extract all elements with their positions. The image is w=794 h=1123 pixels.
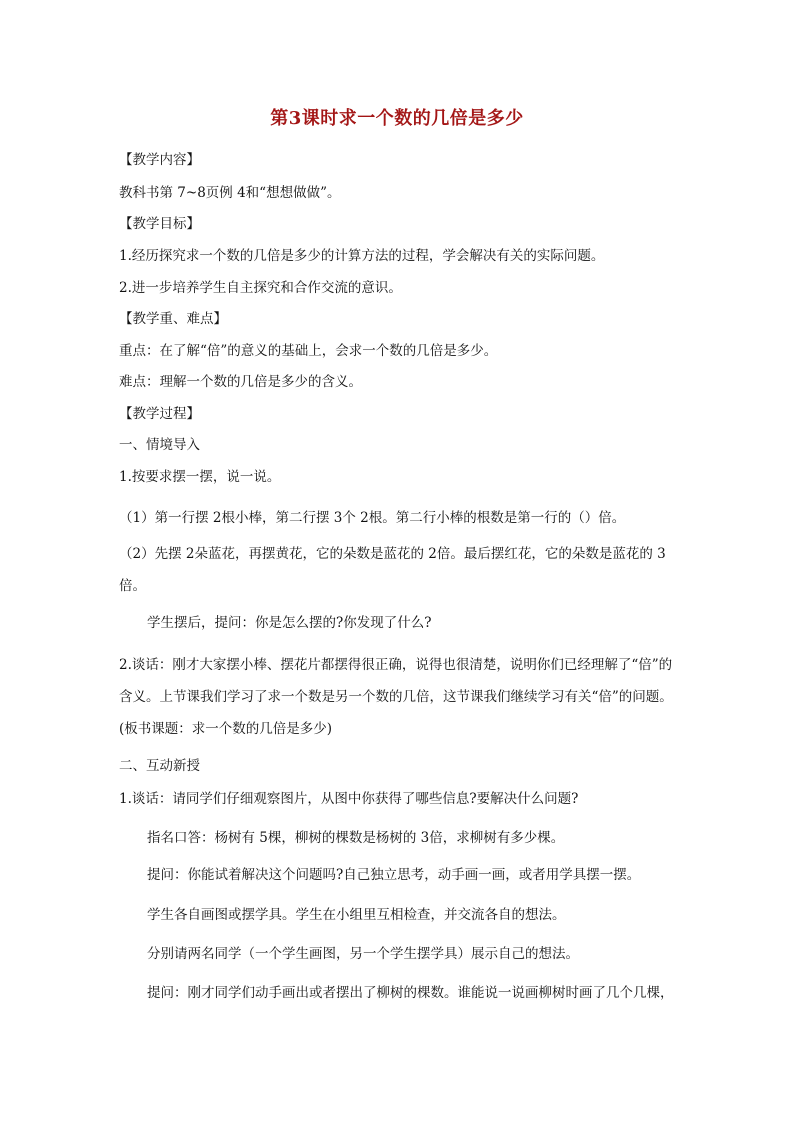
- step-1: 1.按要求摆一摆，说一说。: [119, 469, 281, 485]
- section-heading-content: 【教学内容】: [119, 152, 200, 168]
- goal-item-2: 2.进一步培养学生自主探究和合作交流的意识。: [119, 280, 402, 296]
- section-heading-goals: 【教学目标】: [119, 216, 200, 232]
- task-2: （2）先摆 2朵蓝花，再摆黄花，它的朵数是蓝花的 2倍。最后摆红花，它的朵数是蓝花的 3倍。: [119, 546, 666, 594]
- section-heading-process: 【教学过程】: [119, 406, 200, 422]
- section-heading-key-points: 【教学重、难点】: [119, 311, 227, 327]
- step-3: 1.谈话：请同学们仔细观察图片，从图中你获得了哪些信息?要解决什么问题?: [119, 791, 579, 807]
- question-1: 提问：你能试着解决这个问题吗?自己独立思考，动手画一画，或者用学具摆一摆。: [147, 867, 641, 883]
- activity-2: 分别请两名同学（一个学生画图，另一个学生摆学具）展示自己的想法。: [147, 946, 579, 962]
- step-2: 2.谈话：刚才大家摆小棒、摆花片都摆得很正确，说得也很清楚，说明你们已经理解了“倍”的含义。上节课我们学习了求一个数是另一个数的几倍，这节课我们继续学习有关“倍”的问题。(板书课题：求一个数的几倍是多少): [119, 657, 673, 737]
- difficult-point: 难点：理解一个数的几倍是多少的含义。: [119, 374, 362, 390]
- paragraph-content: 教科书第 7~8页例 4和“想想做做”。: [119, 185, 341, 201]
- key-point: 重点：在了解“倍”的意义的基础上，会求一个数的几倍是多少。: [119, 343, 498, 359]
- answer-1: 指名口答：杨树有 5棵，柳树的棵数是杨树的 3倍，求柳树有多少棵。: [147, 830, 565, 846]
- activity-1: 学生各自画图或摆学具。学生在小组里互相检查，并交流各自的想法。: [147, 907, 566, 923]
- subsection-intro: 一、情境导入: [119, 437, 200, 453]
- page-title: 第3课时求一个数的几倍是多少: [270, 108, 524, 129]
- task-1: （1）第一行摆 2根小棒，第二行摆 3个 2根。第二行小棒的根数是第一行的（）倍。: [119, 510, 626, 526]
- goal-item-1: 1.经历探究求一个数的几倍是多少的计算方法的过程，学会解决有关的实际问题。: [119, 248, 605, 264]
- student-question: 学生摆后，提问：你是怎么摆的?你发现了什么?: [147, 615, 432, 631]
- question-2: 提问：刚才同学们动手画出或者摆出了柳树的棵数。谁能说一说画柳树时画了几个几棵，: [147, 985, 674, 1001]
- subsection-new-lesson: 二、互动新授: [119, 758, 200, 774]
